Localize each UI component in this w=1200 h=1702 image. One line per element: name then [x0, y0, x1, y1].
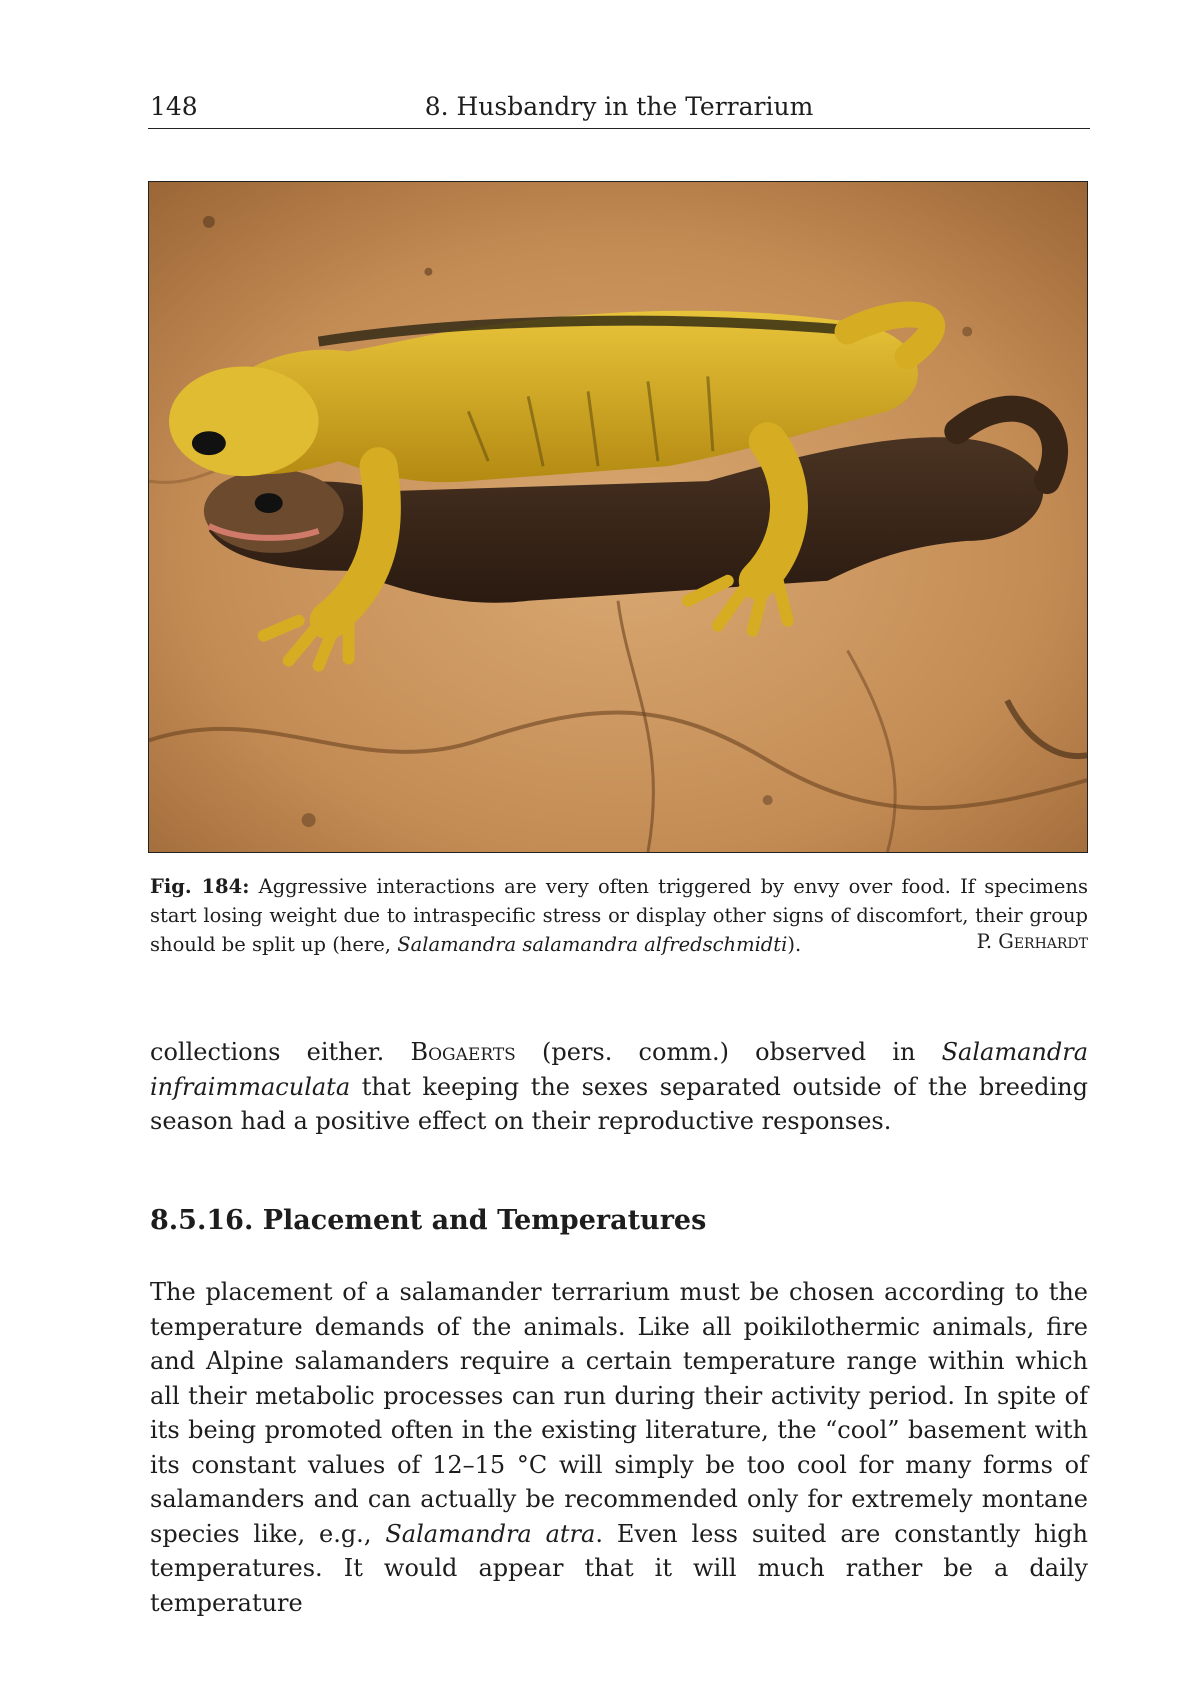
paragraph-1: [150, 1035, 1088, 1139]
p2-text-2: . Even less suited are constantly high temperatures. It would appear that it will much rather be a daily temperature: [150, 1519, 1089, 1617]
p2-species: Salamandra atra: [385, 1519, 596, 1548]
p1-text-2: (pers. comm.) observed in: [515, 1038, 942, 1066]
paragraph-2: [150, 1275, 1088, 1620]
section-heading: 8.5.16. Placement and Temperatures: [150, 1205, 707, 1236]
caption-species: Salamandra salamandra alfredschmidti: [397, 933, 788, 956]
p1-text-1: collections either.: [150, 1038, 411, 1066]
page-number: 148: [150, 92, 198, 121]
p2-text-1: The placement of a salamander terrarium must be chosen according to the temperature demands of the animals. Like all poikilothermic animals, fire and Alpine salamanders require a certain temperature range within which all their metabolic processes can run during their activity period. In spite of its being promoted often in the existing literature, the “cool” basement with its constant values of 12–15 °C will simply be too cool for many forms of salamanders and can actually be recommended only for extremely montane species like, e.g.,: [150, 1278, 1088, 1548]
caption-text-1: Aggressive interactions are very often triggered by envy over food. If specimens start losing weight due to intraspecific stress or display other signs of discomfort, their group should be split up (here,: [150, 875, 1088, 956]
salamander-photo-illustration: [149, 182, 1087, 852]
figure-photo: [148, 181, 1088, 853]
page-header: [148, 88, 1090, 129]
p1-species: Salamandra infraimmaculata: [150, 1038, 1089, 1101]
caption-text-2: ).: [787, 933, 802, 956]
figure-label: Fig. 184:: [150, 875, 250, 898]
running-title: 8. Husbandry in the Terrarium: [424, 92, 814, 121]
p1-author: Bogaerts: [410, 1038, 516, 1066]
figure-caption: [150, 872, 1088, 959]
photo-credit: P. Gerhardt: [976, 930, 1088, 953]
p1-text-3: that keeping the sexes separated outside of the breeding season had a positive effect on their reproductive responses.: [150, 1072, 1088, 1135]
